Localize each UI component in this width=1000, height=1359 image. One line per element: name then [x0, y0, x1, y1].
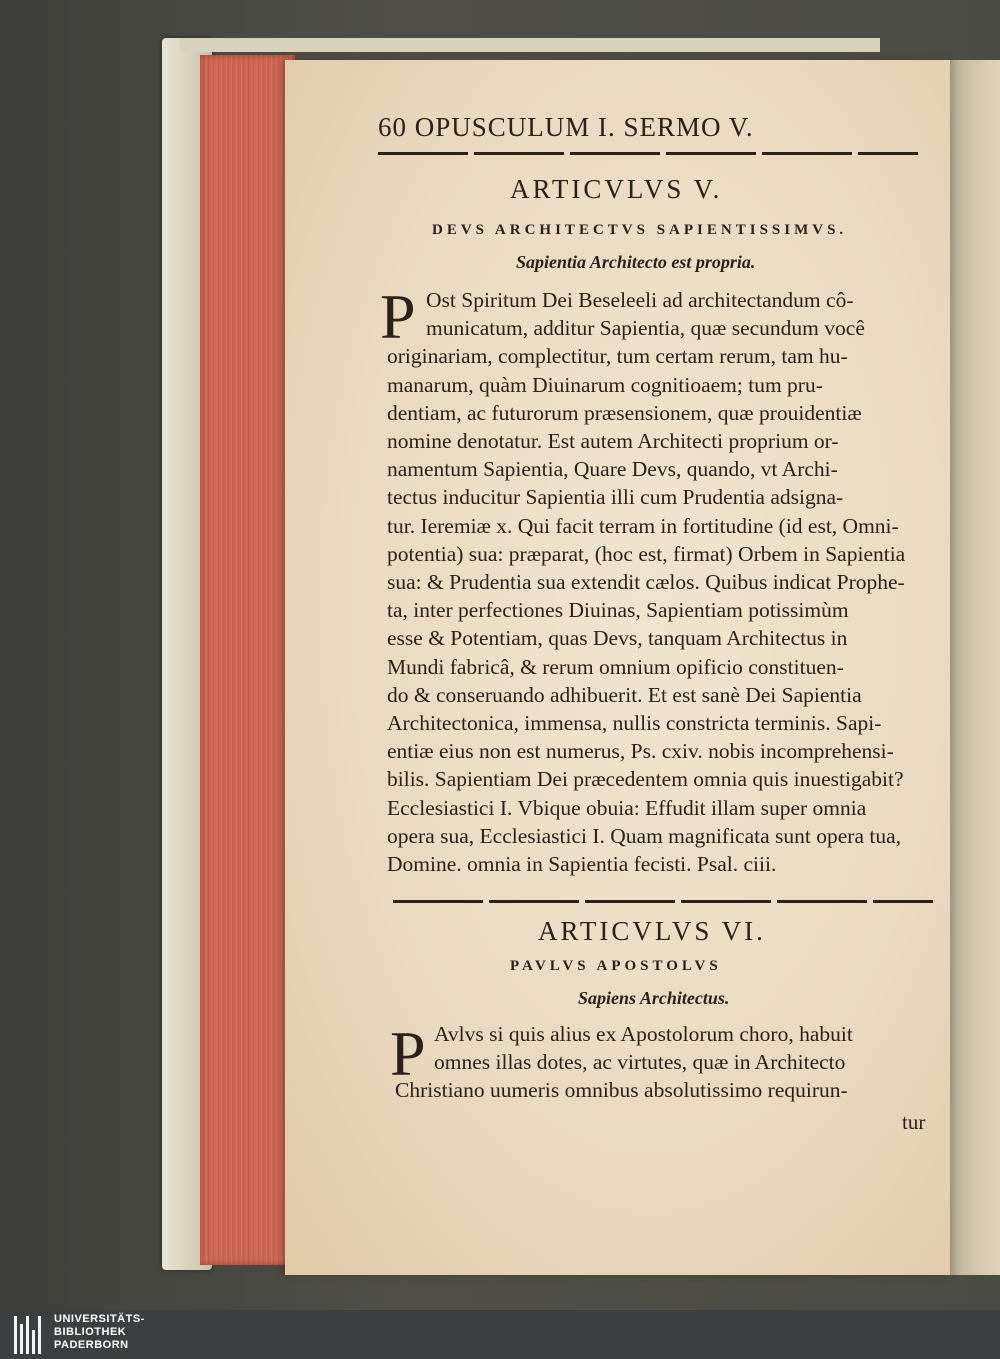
body-line: manarum, quàm Diuinarum cognitioaem; tum pru- — [387, 372, 823, 397]
body-line: Architectonica, immensa, nullis constricta terminis. Sapi- — [387, 711, 882, 735]
body-line: omnes illas dotes, ac virtutes, quæ in Architecto — [434, 1050, 846, 1075]
section2-subtitle: Sapiens Architectus. — [578, 988, 730, 1008]
body-line: Domine. omnia in Sapientia fecisti. Psal. ciii. — [387, 852, 777, 876]
body-line: opera sua, Ecclesiastici I. Quam magnificata sunt opera tua, — [387, 823, 902, 848]
body-line: Christiano uumeris omnibus absolutissimo requirun- — [395, 1078, 848, 1103]
book-cover-top — [180, 38, 880, 52]
body-line: originariam, complectitur, tum certam rerum, tam hu- — [387, 344, 848, 369]
body-line: municatum, additur Sapientia, quæ secundum você — [426, 316, 865, 341]
section2-heading: ARTICVLVS VI. — [538, 916, 766, 946]
body-line: esse & Potentiam, quas Devs, tanquam Architectus in — [387, 626, 848, 651]
body-line: Ecclesiastici I. Vbique obuia: Effudit illam super omnia — [387, 795, 867, 820]
body-line: do & conseruando adhibuerit. Et est sanè Dei Sapientia — [387, 682, 862, 707]
facing-page-edge — [945, 60, 1000, 1275]
body-line: entiæ eius non est numerus, Ps. cxiv. nobis incomprehensi- — [387, 739, 894, 764]
section1-dropcap: P — [380, 281, 416, 352]
body-line: tur. Ieremiæ x. Qui facit terram in fortitudine (id est, Omni- — [387, 513, 899, 538]
running-head: 60 OPUSCULUM I. SERMO V. — [378, 112, 754, 142]
body-line: namentum Sapientia, Quare Devs, quando, vt Archi- — [387, 457, 838, 482]
body-line: sua: & Prudentia sua extendit cælos. Quibus indicat Prophe- — [387, 570, 905, 594]
header-rule — [378, 152, 918, 155]
logo-line-1: UNIVERSITÄTS- — [54, 1313, 145, 1325]
logo-line-2: BIBLIOTHEK — [54, 1326, 127, 1338]
red-page-edges — [200, 55, 295, 1265]
library-logo-text — [54, 1313, 145, 1352]
body-line: dentiam, ac futurorum præsensionem, quæ prouidentiæ — [387, 400, 862, 425]
catchword: tur — [902, 1110, 926, 1134]
body-line: ta, inter perfectiones Diuinas, Sapientiam potissimùm — [387, 598, 849, 623]
section1-subtitle: Sapientia Architecto est propria. — [516, 252, 756, 272]
body-line: potentia) sua: præparat, (hoc est, firmat) Orbem in Sapientia — [387, 541, 906, 566]
body-line: Mundi fabricâ, & rerum omnium opificio constituen- — [387, 654, 844, 679]
section-divider-rule — [393, 900, 933, 903]
section2-subheading: PAVLVS APOSTOLVS — [510, 958, 722, 974]
body-line: tectus inducitur Sapientia illi cum Prudentia adsigna- — [387, 485, 844, 510]
body-line: Avlvs si quis alius ex Apostolorum choro, habuit — [434, 1022, 853, 1046]
library-logo-icon — [14, 1316, 48, 1354]
body-line: Ost Spiritum Dei Beseleeli ad architectandum cô- — [426, 288, 854, 312]
body-line: nomine denotatur. Est autem Architecti proprium or- — [387, 429, 839, 453]
section1-heading: ARTICVLVS V. — [510, 174, 723, 204]
section1-subheading: DEVS ARCHITECTVS SAPIENTISSIMVS. — [432, 222, 848, 238]
logo-line-3: PADERBORN — [54, 1339, 129, 1351]
footer-bar — [0, 1310, 1000, 1359]
section2-dropcap: P — [390, 1018, 426, 1089]
body-line: bilis. Sapientiam Dei præcedentem omnia quis inuestigabit? — [387, 767, 904, 792]
